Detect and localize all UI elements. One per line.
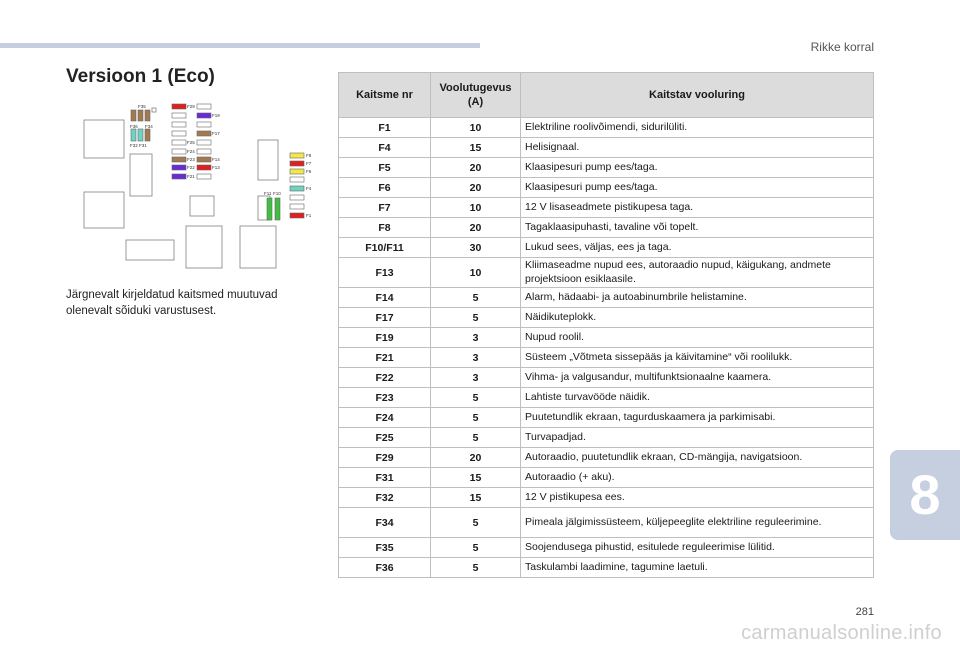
table-row xyxy=(339,308,874,328)
table-row xyxy=(339,258,874,288)
amperage-cell: 5 xyxy=(431,508,521,538)
table-row xyxy=(339,238,874,258)
top-accent-bar xyxy=(0,43,480,48)
header-amperage: Voolutugevus (A) xyxy=(431,73,521,118)
fuse-number-cell: F24 xyxy=(339,408,431,428)
label-f31: F31 xyxy=(139,143,147,148)
diagram-block xyxy=(190,196,214,216)
label-f22: F22 xyxy=(187,165,195,170)
circuit-cell: Turvapadjad. xyxy=(521,428,874,448)
fuse-number-cell: F34 xyxy=(339,508,431,538)
table-row xyxy=(339,448,874,468)
amperage-cell: 3 xyxy=(431,348,521,368)
chapter-tab: 8 xyxy=(890,450,960,540)
amperage-cell: 5 xyxy=(431,538,521,558)
circuit-cell: Klaasipesuri pump ees/taga. xyxy=(521,178,874,198)
circuit-cell: Lukud sees, väljas, ees ja taga. xyxy=(521,238,874,258)
amperage-cell: 20 xyxy=(431,158,521,178)
circuit-cell: Pimeala jälgimissüsteem, küljepeeglite elektriline reguleerimine. xyxy=(521,508,874,538)
fuse-f34 xyxy=(145,129,150,141)
label-f14: F14 xyxy=(212,157,220,162)
circuit-cell: Nupud roolil. xyxy=(521,328,874,348)
amperage-cell: 3 xyxy=(431,368,521,388)
circuit-cell: Autoraadio, puutetundlik ekraan, CD-mängija, navigatsioon. xyxy=(521,448,874,468)
fuse-f31 xyxy=(138,129,143,141)
page-number: 281 xyxy=(855,606,874,618)
fuse-f19 xyxy=(197,113,211,118)
fuse-f11 xyxy=(267,198,272,220)
fuse-f22 xyxy=(172,165,186,170)
label-f36: F36 xyxy=(130,124,138,129)
fuse-f21 xyxy=(172,174,186,179)
fuse-number-cell: F22 xyxy=(339,368,431,388)
amperage-cell: 20 xyxy=(431,448,521,468)
fuse-f25 xyxy=(172,140,186,145)
fuse-number-cell: F7 xyxy=(339,198,431,218)
amperage-cell: 3 xyxy=(431,328,521,348)
table-row xyxy=(339,218,874,238)
fuse-f24 xyxy=(172,149,186,154)
fuse-number-cell: F17 xyxy=(339,308,431,328)
fuse-box-diagram xyxy=(80,98,320,274)
fuse-number-cell: F1 xyxy=(339,118,431,138)
table-row xyxy=(339,158,874,178)
fuse-number-cell: F4 xyxy=(339,138,431,158)
fuse-f13 xyxy=(197,165,211,170)
table-row xyxy=(339,558,874,578)
fuse-number-cell: F8 xyxy=(339,218,431,238)
table-row xyxy=(339,508,874,538)
amperage-cell: 10 xyxy=(431,258,521,288)
circuit-cell: Elektriline roolivõimendi, sidurilüliti. xyxy=(521,118,874,138)
diagram-block xyxy=(240,226,276,268)
amperage-cell: 30 xyxy=(431,238,521,258)
label-f34: F34 xyxy=(145,124,153,129)
fuse-f35c xyxy=(145,110,150,121)
diagram-block xyxy=(126,240,174,260)
circuit-cell: Autoraadio (+ aku). xyxy=(521,468,874,488)
table-row xyxy=(339,138,874,158)
table-row xyxy=(339,118,874,138)
section-title: Versioon 1 (Eco) xyxy=(66,66,215,87)
fuse-number-cell: F5 xyxy=(339,158,431,178)
fuse-f6 xyxy=(290,169,304,174)
table-row xyxy=(339,368,874,388)
circuit-cell: Alarm, hädaabi- ja autoabinumbrile helistamine. xyxy=(521,288,874,308)
fuse-table xyxy=(338,72,874,578)
circuit-cell: Puutetundlik ekraan, tagurduskaamera ja parkimisabi. xyxy=(521,408,874,428)
fuse-number-cell: F29 xyxy=(339,448,431,468)
table-row xyxy=(339,538,874,558)
fuse-number-cell: F19 xyxy=(339,328,431,348)
fuse-f10 xyxy=(275,198,280,220)
fuse-number-cell: F14 xyxy=(339,288,431,308)
table-row xyxy=(339,328,874,348)
label-f11: F11 xyxy=(264,191,272,196)
fuse-f8 xyxy=(290,153,304,158)
header-circuit: Kaitstav vooluring xyxy=(521,73,874,118)
amperage-cell: 15 xyxy=(431,468,521,488)
fuse-f23 xyxy=(172,157,186,162)
watermark: carmanualsonline.info xyxy=(741,622,942,644)
diagram-block xyxy=(186,226,222,268)
amperage-cell: 5 xyxy=(431,308,521,328)
circuit-cell: Süsteem „Võtmeta sissepääs ja käivitamine“ või roolilukk. xyxy=(521,348,874,368)
label-f17: F17 xyxy=(212,131,220,136)
fuse-f35b xyxy=(138,110,143,121)
diagram-block xyxy=(84,192,124,228)
circuit-cell: Taskulambi laadimine, tagumine laetuli. xyxy=(521,558,874,578)
diagram-block xyxy=(84,120,124,158)
table-row xyxy=(339,198,874,218)
fuse-number-cell: F23 xyxy=(339,388,431,408)
label-f29: F29 xyxy=(187,104,195,109)
amperage-cell: 15 xyxy=(431,488,521,508)
amperage-cell: 5 xyxy=(431,408,521,428)
fuse-f14 xyxy=(197,157,211,162)
fuse-number-cell: F32 xyxy=(339,488,431,508)
fuse-number-cell: F25 xyxy=(339,428,431,448)
circuit-cell: Näidikuteplokk. xyxy=(521,308,874,328)
fuse-f32 xyxy=(131,129,136,141)
diagram-block xyxy=(258,140,278,180)
table-header-row xyxy=(339,73,874,118)
table-row xyxy=(339,428,874,448)
chapter-title: Rikke korral xyxy=(810,40,874,54)
circuit-cell: Klaasipesuri pump ees/taga. xyxy=(521,158,874,178)
circuit-cell: Vihma- ja valgusandur, multifunktsionaalne kaamera. xyxy=(521,368,874,388)
table-row xyxy=(339,288,874,308)
circuit-cell: 12 V pistikupesa ees. xyxy=(521,488,874,508)
fuse-number-cell: F6 xyxy=(339,178,431,198)
label-f24: F24 xyxy=(187,149,195,154)
fuse-number-cell: F21 xyxy=(339,348,431,368)
fuse-f4 xyxy=(290,186,304,191)
label-f19: F19 xyxy=(212,113,220,118)
table-row xyxy=(339,178,874,198)
fuse-number-cell: F36 xyxy=(339,558,431,578)
header-fuse-number: Kaitsme nr xyxy=(339,73,431,118)
label-f32: F32 xyxy=(130,143,138,148)
fuse-number-cell: F13 xyxy=(339,258,431,288)
label-f23: F23 xyxy=(187,157,195,162)
table-row xyxy=(339,348,874,368)
fuse-number-cell: F10/F11 xyxy=(339,238,431,258)
fuse-number-cell: F31 xyxy=(339,468,431,488)
circuit-cell: Lahtiste turvavööde näidik. xyxy=(521,388,874,408)
label-f10: F10 xyxy=(273,191,281,196)
label-f1: F1 xyxy=(306,213,312,218)
fuse-number-cell: F35 xyxy=(339,538,431,558)
label-f7: F7 xyxy=(306,161,312,166)
fuse-table-body xyxy=(339,118,874,578)
amperage-cell: 5 xyxy=(431,558,521,578)
amperage-cell: 10 xyxy=(431,198,521,218)
amperage-cell: 10 xyxy=(431,118,521,138)
table-row xyxy=(339,488,874,508)
fuse-f7 xyxy=(290,161,304,166)
amperage-cell: 5 xyxy=(431,288,521,308)
circuit-cell: Soojendusega pihustid, esitulede reguleerimise lülitid. xyxy=(521,538,874,558)
fuse-f29 xyxy=(172,104,186,109)
label-f4: F4 xyxy=(306,186,312,191)
amperage-cell: 5 xyxy=(431,428,521,448)
equipment-note: Järgnevalt kirjeldatud kaitsmed muutuvad olenevalt sõiduki varustusest. xyxy=(66,289,278,317)
circuit-cell: Helisignaal. xyxy=(521,138,874,158)
label-f35: F35 xyxy=(138,104,146,109)
label-f13: F13 xyxy=(212,165,220,170)
amperage-cell: 20 xyxy=(431,218,521,238)
fuse-f35 xyxy=(131,110,136,121)
diagram-block xyxy=(130,154,152,196)
amperage-cell: 20 xyxy=(431,178,521,198)
circuit-cell: Kliimaseadme nupud ees, autoraadio nupud, käigukang, andmete projektsioon esiklaasile. xyxy=(521,258,874,288)
table-row xyxy=(339,468,874,488)
label-f25: F25 xyxy=(187,140,195,145)
label-f21: F21 xyxy=(187,174,195,179)
table-row xyxy=(339,408,874,428)
diagram-block xyxy=(152,108,156,112)
amperage-cell: 5 xyxy=(431,388,521,408)
circuit-cell: 12 V lisaseadmete pistikupesa taga. xyxy=(521,198,874,218)
table-row xyxy=(339,388,874,408)
fuse-f17 xyxy=(197,131,211,136)
label-f6: F6 xyxy=(306,169,312,174)
fuse-f1 xyxy=(290,213,304,218)
circuit-cell: Tagaklaasipuhasti, tavaline või topelt. xyxy=(521,218,874,238)
label-f8: F8 xyxy=(306,153,312,158)
amperage-cell: 15 xyxy=(431,138,521,158)
